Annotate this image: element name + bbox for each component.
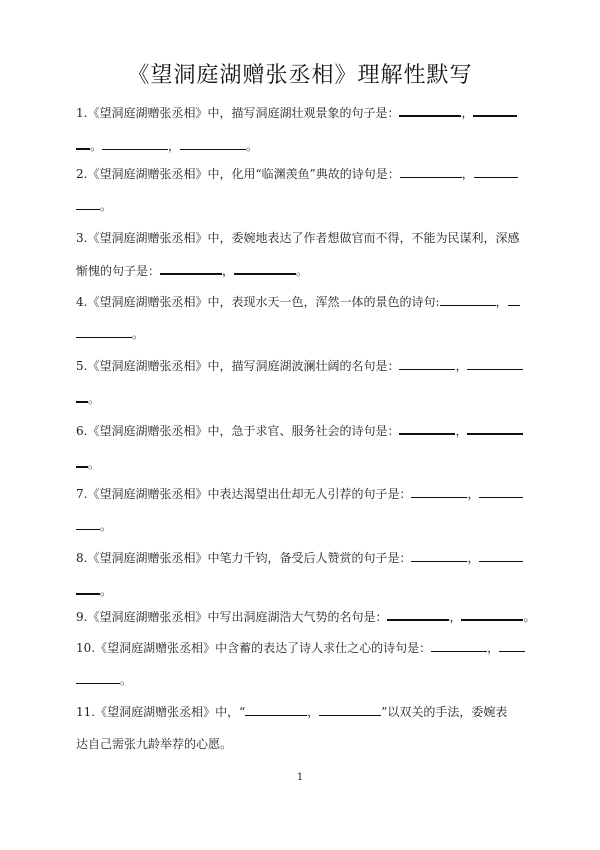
- question-text: 6.《望洞庭湖赠张丞相》中，急于求官、服务社会的诗句是：: [76, 424, 400, 438]
- answer-blank[interactable]: [461, 606, 523, 621]
- comma: ，: [487, 641, 500, 655]
- question-text-cont: 达自己需张九龄举荐的心愿。: [76, 737, 233, 751]
- answer-blank[interactable]: [76, 453, 88, 468]
- question-text: 9.《望洞庭湖赠张丞相》中写出洞庭湖浩大气势的名句是：: [76, 610, 388, 624]
- answer-blank[interactable]: [245, 702, 307, 716]
- question-line-2: [76, 135, 528, 156]
- question-5: [76, 356, 528, 409]
- answer-blank[interactable]: [479, 484, 523, 498]
- answer-blank[interactable]: [76, 516, 100, 530]
- answer-blank[interactable]: [479, 548, 523, 562]
- answer-blank[interactable]: [467, 356, 523, 370]
- comma: ，: [467, 551, 480, 565]
- answer-blank[interactable]: [399, 356, 455, 370]
- answer-blank[interactable]: [387, 606, 449, 621]
- question-line-2: [76, 670, 528, 690]
- question-8: [76, 548, 528, 601]
- question-2: [76, 164, 528, 216]
- answer-blank[interactable]: [76, 670, 120, 684]
- question-4: [76, 292, 528, 344]
- question-3: [76, 228, 528, 281]
- question-text: 3.《望洞庭湖赠张丞相》中，委婉地表达了作者想做官而不得，不能为民谋利，深感: [76, 231, 520, 245]
- page-number: 1: [296, 772, 304, 783]
- period: 。: [523, 610, 536, 624]
- answer-blank[interactable]: [76, 388, 88, 403]
- question-text: 2.《望洞庭湖赠张丞相》中，化用“临渊羡鱼”典故的诗句是：: [76, 167, 400, 181]
- answer-blank[interactable]: [76, 196, 100, 210]
- question-11: [76, 702, 528, 754]
- question-10: [76, 638, 528, 690]
- answer-blank[interactable]: [440, 292, 496, 306]
- comma: ，: [461, 106, 474, 120]
- question-line-2: [76, 324, 528, 344]
- question-text: 10.《望洞庭湖赠张丞相》中含蓄的表达了诗人求仕之心的诗句是：: [76, 641, 432, 655]
- period: 。: [296, 264, 309, 278]
- answer-blank[interactable]: [160, 260, 222, 275]
- answer-blank[interactable]: [399, 102, 461, 117]
- question-6: [76, 420, 528, 474]
- answer-blank[interactable]: [411, 484, 467, 498]
- question-7: [76, 484, 528, 536]
- comma: ，: [222, 264, 235, 278]
- question-text-mid: ”以双关的手法，委婉表: [381, 705, 508, 719]
- question-text: 11.《望洞庭湖赠张丞相》中，“: [76, 705, 246, 719]
- answer-blank[interactable]: [234, 260, 296, 275]
- question-line-2: [76, 453, 528, 474]
- question-9: [76, 606, 536, 627]
- answer-blank[interactable]: [102, 136, 168, 150]
- question-line-2: [76, 260, 528, 281]
- answer-blank[interactable]: [76, 135, 90, 150]
- answer-blank[interactable]: [76, 580, 100, 595]
- question-text: 5.《望洞庭湖赠张丞相》中，描写洞庭湖波澜壮阔的名句是：: [76, 359, 400, 373]
- question-line-2: [76, 388, 528, 409]
- comma: ，: [495, 295, 508, 309]
- period: 。: [90, 139, 103, 153]
- comma: ，: [449, 610, 462, 624]
- comma: ，: [461, 167, 474, 181]
- question-text: 1.《望洞庭湖赠张丞相》中，描写洞庭湖壮观景象的句子是：: [76, 106, 400, 120]
- question-line-2: [76, 196, 528, 216]
- answer-blank[interactable]: [508, 292, 520, 306]
- period: 。: [88, 392, 101, 406]
- period: 。: [120, 673, 133, 687]
- question-line-2: [76, 734, 528, 754]
- period: 。: [100, 519, 113, 533]
- question-text: 8.《望洞庭湖赠张丞相》中笔力千钧，备受后人赞赏的句子是：: [76, 551, 412, 565]
- question-1: [76, 102, 528, 156]
- question-line-2: [76, 580, 528, 601]
- answer-blank[interactable]: [399, 420, 455, 435]
- answer-blank[interactable]: [180, 136, 246, 150]
- question-text: 4.《望洞庭湖赠张丞相》中，表现水天一色，浑然一体的景色的诗句:: [76, 295, 440, 309]
- comma: ，: [455, 359, 468, 373]
- answer-blank[interactable]: [499, 638, 525, 652]
- answer-blank[interactable]: [76, 324, 132, 338]
- answer-blank[interactable]: [473, 102, 517, 117]
- answer-blank[interactable]: [467, 420, 523, 435]
- question-line-2: [76, 516, 528, 536]
- question-text-cont: 惭愧的句子是：: [76, 264, 161, 278]
- answer-blank[interactable]: [400, 164, 462, 178]
- question-text: 7.《望洞庭湖赠张丞相》中表达渴望出仕却无人引荐的句子是：: [76, 487, 412, 501]
- page-title: 《望洞庭湖赠张丞相》理解性默写: [127, 63, 473, 88]
- period: 。: [100, 199, 113, 213]
- answer-blank[interactable]: [411, 548, 467, 562]
- period: 。: [132, 327, 145, 341]
- answer-blank[interactable]: [319, 702, 381, 716]
- comma: ，: [307, 705, 320, 719]
- comma: ，: [168, 139, 181, 153]
- comma: ，: [467, 487, 480, 501]
- period: 。: [88, 457, 101, 471]
- period: 。: [246, 139, 259, 153]
- answer-blank[interactable]: [431, 638, 487, 652]
- period: 。: [100, 584, 113, 598]
- comma: ，: [455, 424, 468, 438]
- answer-blank[interactable]: [474, 164, 518, 178]
